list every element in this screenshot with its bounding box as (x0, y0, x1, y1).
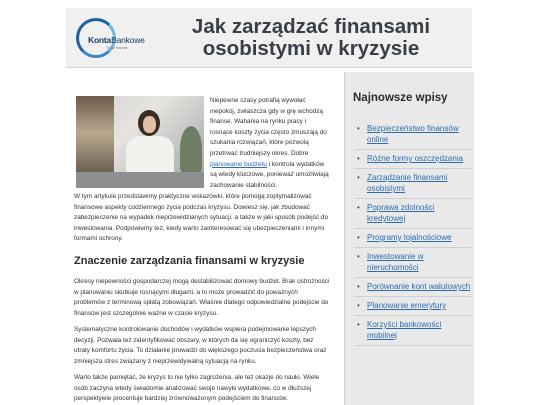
recent-post-item[interactable]: • Programy lojalnościowe (355, 229, 471, 248)
section-paragraph-1: Okresy niepewności gospodarczej mogą destabilizować domowy budżet. Brak ostrożności w planowaniu skutkuje rosnącymi długami, a to może prowadzić do poważnych problemów z terminową spłatą zobowiązań. Właśnie dlatego odpowiedzialne podejście do finansów jest szczególnie ważne w czasie kryzysu. (74, 278, 330, 317)
recent-post-item[interactable]: • Różne formy oszczędzania (355, 150, 471, 169)
person-face-graphic (143, 116, 156, 133)
recent-posts-list (355, 120, 471, 346)
site-header (66, 8, 472, 68)
sidebar (344, 72, 474, 405)
plant-graphic (180, 126, 202, 172)
intro-paragraph-1: Niepewne czasy potrafią wywołać niepokój, zwłaszcza gdy w grę wchodzą finanse. Wahania na rynku pracy i rosnące koszty życia często zmuszają do szukania rozwiązań, które pozwolą przetrwać trudniejszy okres. Dobre planowanie budżetu i kontrola wydatków są wtedy kluczowe, ponieważ umożliwiają zachowanie stabilności. (210, 97, 329, 189)
recent-post-item[interactable]: • Porównanie kont walutowych (355, 278, 471, 297)
article-image (76, 96, 204, 188)
recent-post-item[interactable]: • Zarządzanie finansami osobistymi (355, 169, 471, 199)
recent-post-item[interactable]: • Korzyści bankowości mobilnej (355, 316, 471, 346)
page-title: Jak zarządzać finansami osobistymi w kryzysie (191, 15, 431, 60)
recent-post-item[interactable]: • Inwestowanie w nieruchomości (355, 248, 471, 278)
desk-graphic (76, 172, 204, 188)
logo-tagline: Twoje finanse (106, 46, 128, 50)
recent-post-item[interactable]: • Bezpieczeństwo finansów online (355, 120, 471, 150)
section-paragraph-2: Systematyczne kontrolowanie dochodów i wydatków wspiera podejmowanie lepszych decyzji. Pozwala też zidentyfikować obszary, w których da się ograniczyć koszty, bez utraty komfortu życia. To działanie prowadzi do większego poczucia bezpieczeństwa oraz zmniejsza stres związany z nieprzewidywalną sytuacją na rynku. (74, 326, 327, 365)
article-body (66, 74, 336, 405)
budget-planning-link[interactable]: planowanie budżetu (210, 160, 267, 168)
recent-post-item[interactable]: • Poprawa zdolności kredytowej (355, 199, 471, 229)
logo-wordmark: KontaBankowe (88, 35, 145, 45)
site-logo[interactable] (72, 14, 152, 60)
recent-post-item[interactable]: • Planowanie emerytury (355, 297, 471, 316)
section-heading: Znaczenie zarządzania finansami w kryzysie (74, 255, 305, 267)
sidebar-heading: Najnowsze wpisy (353, 92, 448, 104)
intro-paragraph-2: W tym artykule przedstawimy praktyczne wskazówki, które pomogą zoptymalizować finansowe aspekty codziennego życia podczas kryzysu. Dowiesz się, jak zbudować zabezpieczenie na wypadek nieprzewidzianych sytuacji, a także w jaki sposób podejść do inwestowania. Podpowiemy też, kiedy warto zainteresować się ubezpieczeniami i innymi formami ochrony. (74, 193, 328, 243)
section-paragraph-3: Warto także pamiętać, że kryzys to nie tylko zagrożenia, ale też okazje do nauki. Wiele osób zaczyna wtedy świadomie analizować swoje nawyki wydatkowe, co w dłuższej perspektywie procentuje bardziej zrównoważonym podejściem do finansów. (74, 374, 320, 403)
